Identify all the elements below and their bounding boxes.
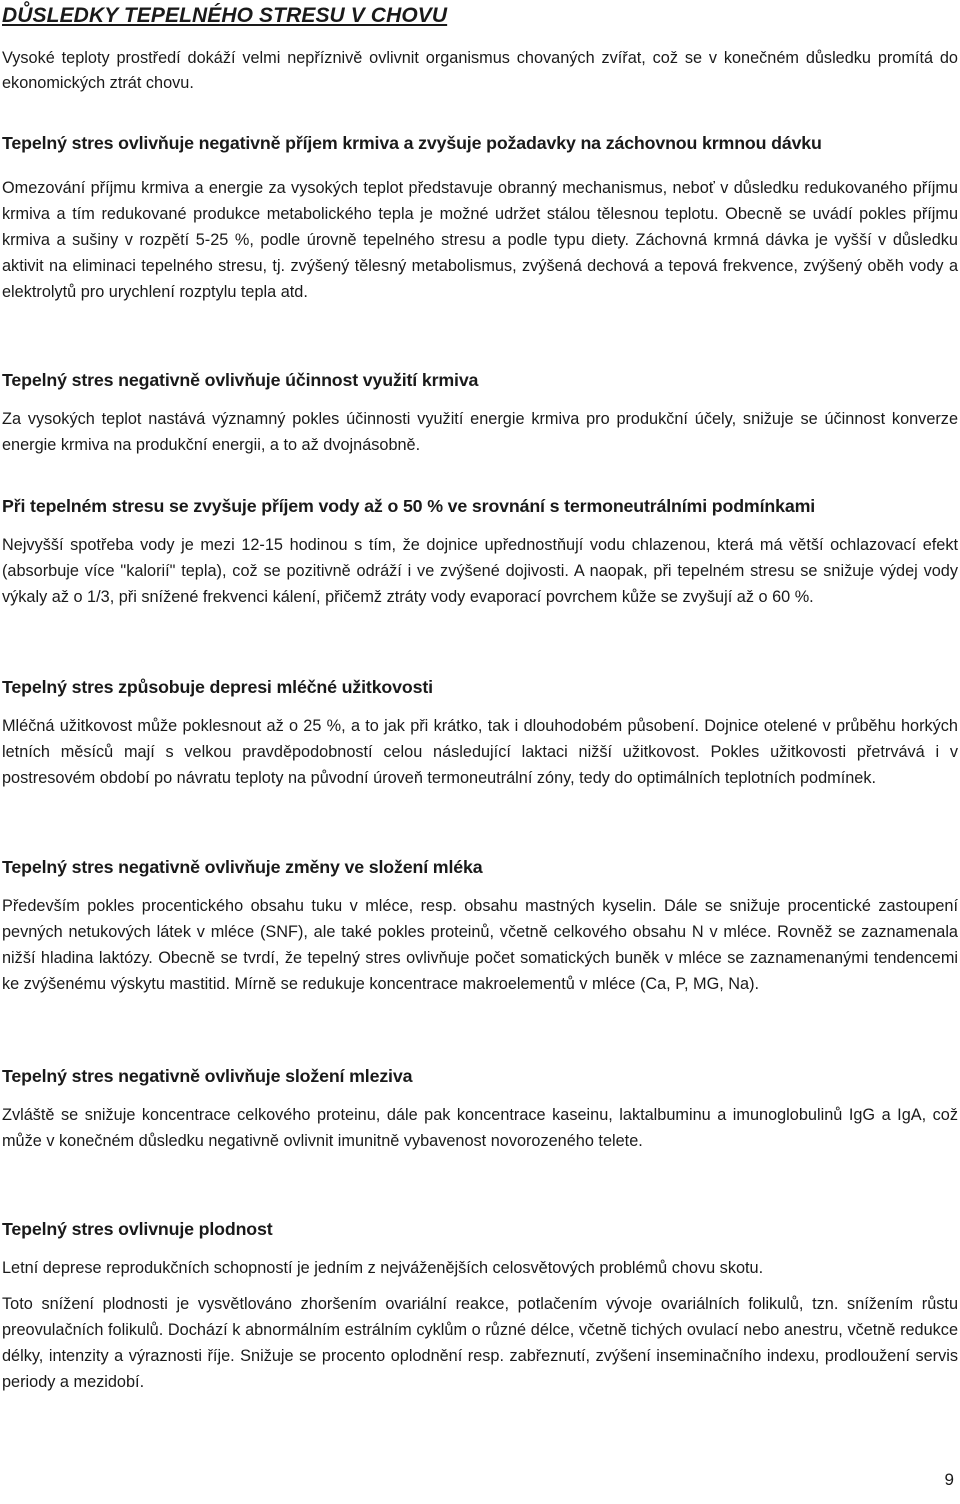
intro-paragraph: Vysoké teploty prostředí dokáží velmi nepříznivě ovlivnit organismus chovaných zvířat, což se v konečném důsledku promítá do ekonomických ztrát chovu. <box>2 49 958 92</box>
section-paragraph: Letní deprese reprodukčních schopností je jedním z nejváženějších celosvětových problémů chovu skotu. <box>2 1259 764 1277</box>
section-feed-efficiency <box>2 368 958 458</box>
section-heading: Tepelný stres způsobuje depresi mléčné užitkovosti <box>2 677 433 697</box>
section-heading: Tepelný stres ovlivňuje negativně příjem krmiva a zvyšuje požadavky na záchovnou krmnou dávku <box>2 133 822 153</box>
section-feed-intake <box>2 131 958 305</box>
section-heading: Tepelný stres negativně ovlivňuje změny ve složení mléka <box>2 857 483 877</box>
section-paragraph: Nejvyšší spotřeba vody je mezi 12-15 hodinou s tím, že dojnice upřednostňují vodu chlazenou, která má větší ochlazovací efekt (absorbuje více "kalorií" tepla), což se pozitivně odráží i ve zvýšené dojivosti. A naopak, při tepelném stresu se snižuje výdej vody výkaly až o 1/3, při snížené frekvenci kálení, přičemž ztráty vody evaporací povrchem kůže se zvyšují až o 60 %. <box>2 536 958 606</box>
section-colostrum <box>2 1064 958 1154</box>
section-milk-composition <box>2 855 958 997</box>
section-heading: Tepelný stres ovlivnuje plodnost <box>2 1219 273 1239</box>
section-paragraph: Za vysokých teplot nastává významný pokles účinnosti využití energie krmiva pro produkční účely, snižuje se účinnost konverze energie krmiva na produkční energii, a to až dvojnásobně. <box>2 410 958 454</box>
section-fertility <box>2 1217 958 1395</box>
document-title: DŮSLEDKY TEPELNÉHO STRESU V CHOVU <box>2 4 448 27</box>
section-water-intake <box>2 494 958 610</box>
section-heading: Tepelný stres negativně ovlivňuje složení mleziva <box>2 1066 413 1086</box>
section-paragraph: Zvláště se snižuje koncentrace celkového proteinu, dále pak koncentrace kaseinu, laktalbuminu a imunoglobulinů IgG a IgA, což může v konečném důsledku negativně ovlivnit imunitně vybavenost novorozeného telete. <box>2 1106 958 1150</box>
section-milk-yield <box>2 675 958 791</box>
section-paragraph: Toto snížení plodnosti je vysvětlováno zhoršením ovariální reakce, potlačením vývoje ovariálních folikulů, tzn. snížením růstu preovulačních folikulů. Dochází k abnormálním estrálním cyklům o různé délce, včetně tichých ovulací nebo anestru, včetně redukce délky, intenzity a výraznosti říje. Snižuje se procento oplodnění resp. zabřeznutí, zvýšení inseminačního indexu, prodloužení servis periody a mezidobí. <box>2 1295 958 1391</box>
section-heading: Při tepelném stresu se zvyšuje příjem vody až o 50 % ve srovnání s termoneutrálními podmínkami <box>2 496 816 516</box>
section-paragraph: Mléčná užitkovost může poklesnout až o 25 %, a to jak při krátko, tak i dlouhodobém působení. Dojnice otelené v průběhu horkých letních měsíců mají s velkou pravděpodobností celou následující laktaci nižší užitkovost. Pokles užitkovosti přetrvává i v postresovém období po návratu teploty na původní úroveň termoneutrální zóny, tedy do optimálních teplotních podmínek. <box>2 717 958 787</box>
section-paragraph: Omezování příjmu krmiva a energie za vysokých teplot představuje obranný mechanismus, neboť v důsledku redukovaného příjmu krmiva a tím redukované produkce metabolického tepla je možné udržet stálou tělesnou teplotu. Obecně se uvádí pokles příjmu krmiva a sušiny v rozpětí 5-25 %, podle úrovně tepelného stresu a podle typu diety. Záchovná krmná dávka je vyšší v důsledku aktivit na eliminaci tepelného stresu, tj. zvýšený tělesný metabolismus, zvýšená dechová a tepová frekvence, zvýšený oběh vody a elektrolytů pro urychlení rozptylu tepla atd. <box>2 179 958 301</box>
section-heading: Tepelný stres negativně ovlivňuje účinnost využití krmiva <box>2 370 479 390</box>
section-paragraph: Především pokles procentického obsahu tuku v mléce, resp. obsahu mastných kyselin. Dále se snižuje procentické zastoupení pevných netukových látek v mléce (SNF), ale také pokles proteinů, včetně celkového obsahu N v mléce. Rovněž se zaznamenala nižší hladina laktózy. Obecně se tvrdí, že tepelný stres ovlivňuje počet somatických buněk v mléce se zaznamenanými tendencemi ke zvýšenému výskytu mastitid. Mírně se redukuje koncentrace makroelementů v mléce (Ca, P, MG, Na). <box>2 897 958 993</box>
page-number: 9 <box>944 1470 954 1489</box>
